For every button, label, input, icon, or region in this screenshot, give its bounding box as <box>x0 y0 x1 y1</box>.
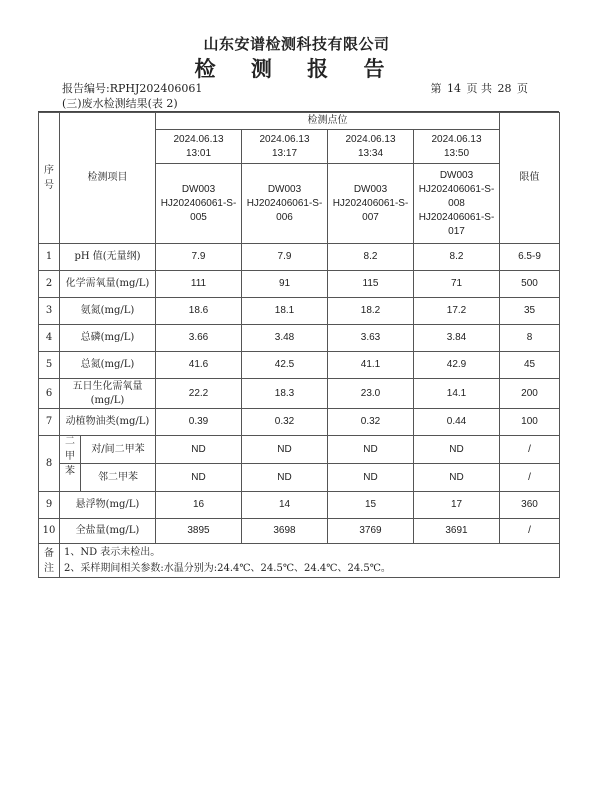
sample-id: DW003 HJ202406061-S- 006 <box>242 164 328 244</box>
row-number: 4 <box>39 325 60 352</box>
row-value: 111 <box>156 271 242 298</box>
point-datetime: 2024.06.13 13:17 <box>242 130 328 164</box>
row-value: 0.32 <box>328 409 414 436</box>
xylene-group-label <box>60 436 80 477</box>
report-number-label: 报告编号: <box>62 82 110 95</box>
table-row <box>39 352 560 379</box>
row-limit: / <box>500 436 560 464</box>
point-datetime: 2024.06.13 13:50 <box>414 130 500 164</box>
point-datetime: 2024.06.13 13:34 <box>328 130 414 164</box>
row-value: 0.39 <box>156 409 242 436</box>
row-subitem: 邻二甲苯 <box>80 464 155 491</box>
row-item-group <box>60 436 156 477</box>
row-value: ND <box>414 436 500 464</box>
row-limit: / <box>500 519 560 544</box>
row-value: 18.3 <box>242 379 328 409</box>
row-value: 8.2 <box>328 244 414 271</box>
sample-id: DW003 HJ202406061-S- 005 <box>156 164 242 244</box>
row-number: 8 <box>39 436 60 492</box>
row-limit: 200 <box>500 379 560 409</box>
row-item: 氨氮(mg/L) <box>60 298 156 325</box>
row-value: 3.63 <box>328 325 414 352</box>
row-value: 3895 <box>156 519 242 544</box>
row-value: 3.84 <box>414 325 500 352</box>
report-title: 检 测 报 告 <box>194 56 399 81</box>
remarks-label: 备 注 <box>39 544 60 578</box>
row-value: 42.9 <box>414 352 500 379</box>
row-value: 17 <box>414 492 500 519</box>
group-header: 检测点位 <box>156 113 500 130</box>
seq-header <box>39 113 60 244</box>
row-number: 10 <box>39 519 60 544</box>
row-value: 18.6 <box>156 298 242 325</box>
row-value: 3.66 <box>156 325 242 352</box>
xylene-group-chars <box>60 434 80 479</box>
row-value: 41.6 <box>156 352 242 379</box>
table-row <box>39 436 560 464</box>
row-value: 7.9 <box>242 244 328 271</box>
row-value: 18.2 <box>328 298 414 325</box>
page-suffix: 页 <box>517 82 528 95</box>
table-row <box>39 298 560 325</box>
row-number: 5 <box>39 352 60 379</box>
row-value: 42.5 <box>242 352 328 379</box>
row-value: 0.32 <box>242 409 328 436</box>
row-value: 15 <box>328 492 414 519</box>
remark-line: 2、采样期间相关参数:水温分别为:24.4℃、24.5℃、24.4℃、24.5℃。 <box>64 562 391 574</box>
seq-header-char: 序 <box>44 165 54 176</box>
table-row <box>39 271 560 298</box>
row-value: ND <box>242 464 328 492</box>
results-table <box>38 112 560 578</box>
row-value: 91 <box>242 271 328 298</box>
row-value: 17.2 <box>414 298 500 325</box>
row-number: 6 <box>39 379 60 409</box>
row-item: 五日生化需氧量 (mg/L) <box>60 379 156 409</box>
row-limit: 6.5-9 <box>500 244 560 271</box>
table-row <box>39 464 560 492</box>
company-name: 山东安谱检测科技有限公司 <box>203 35 390 53</box>
point-datetime: 2024.06.13 13:01 <box>156 130 242 164</box>
row-value: 23.0 <box>328 379 414 409</box>
row-value: 3.48 <box>242 325 328 352</box>
section-heading: (三)废水检测结果(表 2) <box>62 97 178 110</box>
xylene-group-char: 甲 <box>65 451 75 462</box>
row-value: 71 <box>414 271 500 298</box>
row-value: ND <box>156 464 242 492</box>
row-value: ND <box>414 464 500 492</box>
row-item: 总氮(mg/L) <box>60 352 156 379</box>
row-subitem: 对/间二甲苯 <box>80 436 155 463</box>
table-row <box>39 325 560 352</box>
table-row <box>39 379 560 409</box>
row-value: 14 <box>242 492 328 519</box>
row-item: 悬浮物(mg/L) <box>60 492 156 519</box>
table-row <box>39 244 560 271</box>
remark-line: 1、ND 表示未检出。 <box>64 546 161 558</box>
row-value: 16 <box>156 492 242 519</box>
row-item: 化学需氧量(mg/L) <box>60 271 156 298</box>
row-value: 3769 <box>328 519 414 544</box>
row-value: ND <box>242 436 328 464</box>
row-value: 22.2 <box>156 379 242 409</box>
row-limit: 100 <box>500 409 560 436</box>
remarks-text <box>60 544 560 578</box>
row-value: 18.1 <box>242 298 328 325</box>
row-limit: 8 <box>500 325 560 352</box>
table-row <box>39 519 560 544</box>
row-limit: 360 <box>500 492 560 519</box>
limit-header: 限值 <box>500 113 560 244</box>
row-value: ND <box>328 436 414 464</box>
xylene-group-char: 苯 <box>65 466 75 477</box>
row-limit: 500 <box>500 271 560 298</box>
row-value: 0.44 <box>414 409 500 436</box>
row-limit: 45 <box>500 352 560 379</box>
row-value: 3691 <box>414 519 500 544</box>
row-value: 41.1 <box>328 352 414 379</box>
report-number <box>62 80 202 96</box>
row-value: 8.2 <box>414 244 500 271</box>
row-number: 7 <box>39 409 60 436</box>
row-value: 115 <box>328 271 414 298</box>
row-item: 总磷(mg/L) <box>60 325 156 352</box>
row-number: 3 <box>39 298 60 325</box>
header-row <box>39 113 560 130</box>
row-value: 3698 <box>242 519 328 544</box>
page-current: 14 <box>447 82 461 95</box>
row-limit: / <box>500 464 560 492</box>
report-number-value: RPHJ202406061 <box>109 82 203 95</box>
page-mid: 页 共 <box>466 82 492 95</box>
sample-id: DW003 HJ202406061-S- 007 <box>328 164 414 244</box>
xylene-group-char: 二 <box>65 436 75 447</box>
row-value: ND <box>156 436 242 464</box>
row-value: ND <box>328 464 414 492</box>
item-header: 检测项目 <box>60 113 156 244</box>
row-limit: 35 <box>500 298 560 325</box>
page-indicator <box>429 80 529 96</box>
seq-header-char: 号 <box>44 180 54 191</box>
row-item: pH 值(无量纲) <box>60 244 156 271</box>
page-total: 28 <box>497 82 512 95</box>
row-item: 动植物油类(mg/L) <box>60 409 156 436</box>
row-value: 7.9 <box>156 244 242 271</box>
row-number: 9 <box>39 492 60 519</box>
remarks-row <box>39 544 560 578</box>
row-number: 2 <box>39 271 60 298</box>
sample-id: DW003 HJ202406061-S- 008 HJ202406061-S- 017 <box>414 164 500 244</box>
row-value: 14.1 <box>414 379 500 409</box>
row-item: 全盐量(mg/L) <box>60 519 156 544</box>
table-row <box>39 492 560 519</box>
table-row <box>39 409 560 436</box>
report-meta <box>62 80 528 94</box>
page-prefix: 第 <box>430 82 442 95</box>
row-number: 1 <box>39 244 60 271</box>
